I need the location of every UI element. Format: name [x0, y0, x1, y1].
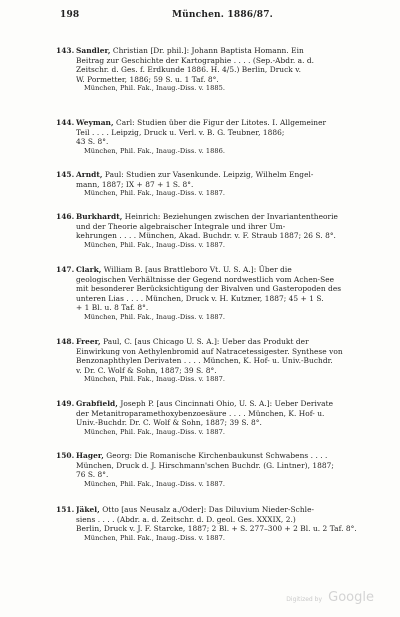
entry-dissertation-note: München, Phil. Fak., Inaug.-Diss. v. 1887.	[84, 240, 225, 249]
bibliography-entry	[56, 118, 366, 156]
entry-dissertation-note: München, Phil. Fak., Inaug.-Diss. v. 1887.	[84, 427, 225, 436]
entry-line: München, Druck d. J. Hirschmann'schen Buchdr. (G. Lintner), 1887;	[76, 460, 334, 470]
bibliography-entry	[56, 212, 366, 250]
bibliography-entry	[56, 451, 366, 489]
entry-dissertation-note: München, Phil. Fak., Inaug.-Diss. v. 1887.	[84, 479, 225, 488]
entry-author: Arndt,	[76, 170, 103, 179]
bibliography-entry	[56, 505, 366, 543]
entry-dissertation-note: München, Phil. Fak., Inaug.-Diss. v. 1886.	[84, 146, 225, 155]
entry-line-text: Joseph P. [aus Cincinnati Ohio, U. S. A.]: Ueber Derivate	[120, 399, 334, 408]
entry-line	[76, 399, 366, 409]
bibliography-entry	[56, 46, 366, 94]
entry-line: Univ.-Buchdr. Dr. C. Wolf & Sohn, 1887; 39 S. 8°.	[76, 418, 262, 428]
entry-number: 148.	[56, 337, 75, 346]
entry-line: Teil . . . . Leipzig, Druck u. Verl. v. B. G. Teubner, 1886;	[76, 127, 285, 137]
entry-line	[76, 505, 366, 515]
entry-line	[76, 337, 366, 347]
entry-body	[76, 505, 366, 543]
entry-line: mit besonderer Berücksichtigung der Bivalven und Gasteropoden des	[76, 284, 342, 294]
entry-number: 143.	[56, 46, 75, 55]
entry-line: Zeitschr. d. Ges. f. Erdkunde 1886. H. 4/5.) Berlin, Druck v.	[76, 65, 301, 75]
entry-line: und der Theorie algebraischer Integrale und ihrer Um-	[76, 221, 286, 231]
entry-dissertation-note: München, Phil. Fak., Inaug.-Diss. v. 1887.	[84, 533, 225, 542]
entry-line	[76, 212, 366, 222]
entry-body	[76, 265, 366, 323]
entry-line	[76, 265, 366, 275]
entry-line: der Metanitroparamethoxybenzoesäure . . . . München, K. Hof- u.	[76, 408, 325, 418]
entry-line-text: Carl: Studien über die Figur der Litotes. I. Allgemeiner	[116, 118, 327, 127]
page-header	[60, 10, 364, 24]
entry-body	[76, 451, 366, 489]
bibliography-entry	[56, 170, 366, 199]
entry-body	[76, 212, 366, 250]
entry-dissertation-note: München, Phil. Fak., Inaug.-Diss. v. 1885.	[84, 84, 225, 93]
entry-number: 151.	[56, 505, 75, 514]
bibliography-entry	[56, 399, 366, 437]
entry-line: Benzonaphthylen Derivaten . . . . München, K. Hof- u. Univ.-Buchdr.	[76, 356, 333, 366]
entry-line: v. Dr. C. Wolf & Sohn, 1887; 39 S. 8°.	[76, 365, 217, 375]
entry-line-text: Heinrich: Beziehungen zwischen der Invariantentheorie	[124, 212, 338, 221]
entry-line-text: Otto [aus Neusalz a./Oder]: Das Diluvium Nieder-Schle-	[102, 505, 315, 514]
entry-line	[76, 170, 366, 180]
entry-line: kehrungen . . . . München, Akad. Buchdr. v. F. Straub 1887; 26 S. 8°.	[76, 231, 336, 241]
entry-line	[76, 46, 366, 56]
entry-line-text: Paul: Studien zur Vasenkunde. Leipzig, Wilhelm Engel-	[104, 170, 314, 179]
entry-body	[76, 337, 366, 385]
entry-line-text: Christian [Dr. phil.]: Johann Baptista Homann. Ein	[112, 46, 304, 55]
entry-body	[76, 399, 366, 437]
entry-body	[76, 46, 366, 94]
entry-line-text: Paul, C. [aus Chicago U. S. A.]: Ueber das Produkt der	[103, 337, 309, 346]
watermark-digitized-by: Digitized by	[286, 596, 322, 603]
entry-line: Einwirkung von Aethylenbromid auf Natracetessigester. Synthese von	[76, 346, 343, 356]
entry-body	[76, 170, 366, 199]
entry-number: 149.	[56, 399, 75, 408]
entry-line-text: Georg: Die Romanische Kirchenbaukunst Schwabens . . . .	[106, 451, 328, 460]
bibliography-entry	[56, 337, 366, 385]
entry-dissertation-note: München, Phil. Fak., Inaug.-Diss. v. 1887.	[84, 312, 225, 321]
page-number: 198	[60, 10, 80, 20]
entry-line: mann, 1887; IX + 87 + 1 S. 8°.	[76, 179, 194, 189]
entry-line: 76 S. 8°.	[76, 470, 109, 480]
entry-author: Weyman,	[76, 118, 114, 127]
entry-line: W. Pormetter, 1886; 59 S. u. 1 Taf. 8°.	[76, 74, 219, 84]
entry-author: Freer,	[76, 337, 101, 346]
entry-line: geologischen Verhältnisse der Gegend nordwestlich vom Achen-See	[76, 274, 335, 284]
entry-line: Beitrag zur Geschichte der Kartographie . . . . (Sep.-Abdr. a. d.	[76, 55, 315, 65]
bibliography-entry	[56, 265, 366, 323]
entry-line	[76, 451, 366, 461]
entry-number: 145.	[56, 170, 75, 179]
entry-author: Grabfield,	[76, 399, 118, 408]
entry-dissertation-note: München, Phil. Fak., Inaug.-Diss. v. 1887.	[84, 375, 225, 384]
entry-line: 43 S. 8°.	[76, 137, 109, 147]
entry-author: Jäkel,	[76, 505, 100, 514]
entry-author: Clark,	[76, 265, 102, 274]
entry-number: 150.	[56, 451, 75, 460]
entry-dissertation-note: München, Phil. Fak., Inaug.-Diss. v. 1887.	[84, 189, 225, 198]
watermark-brand: Google	[328, 590, 374, 605]
entry-line: siens . . . . (Abdr. a. d. Zeitschr. d. D. geol. Ges. XXXIX, 2.)	[76, 514, 296, 524]
entry-line	[76, 118, 366, 128]
entry-number: 146.	[56, 212, 75, 221]
entry-line: + 1 Bl. u. 8 Taf. 8°.	[76, 303, 149, 313]
entry-number: 144.	[56, 118, 75, 127]
running-title: München. 1886/87.	[172, 10, 274, 20]
entry-author: Hager,	[76, 451, 104, 460]
entry-body	[76, 118, 366, 156]
entry-author: Burkhardt,	[76, 212, 123, 221]
entry-author: Sandler,	[76, 46, 111, 55]
entry-line: Berlin, Druck v. J. F. Starcke, 1887; 2 Bl. + S. 277–300 + 2 Bl. u. 2 Taf. 8°.	[76, 524, 357, 534]
entry-line-text: William B. [aus Brattleboro Vt. U. S. A.]: Über die	[103, 265, 292, 274]
entry-line: unteren Lias . . . . München, Druck v. H. Kutzner, 1887; 45 + 1 S.	[76, 293, 324, 303]
entry-number: 147.	[56, 265, 75, 274]
